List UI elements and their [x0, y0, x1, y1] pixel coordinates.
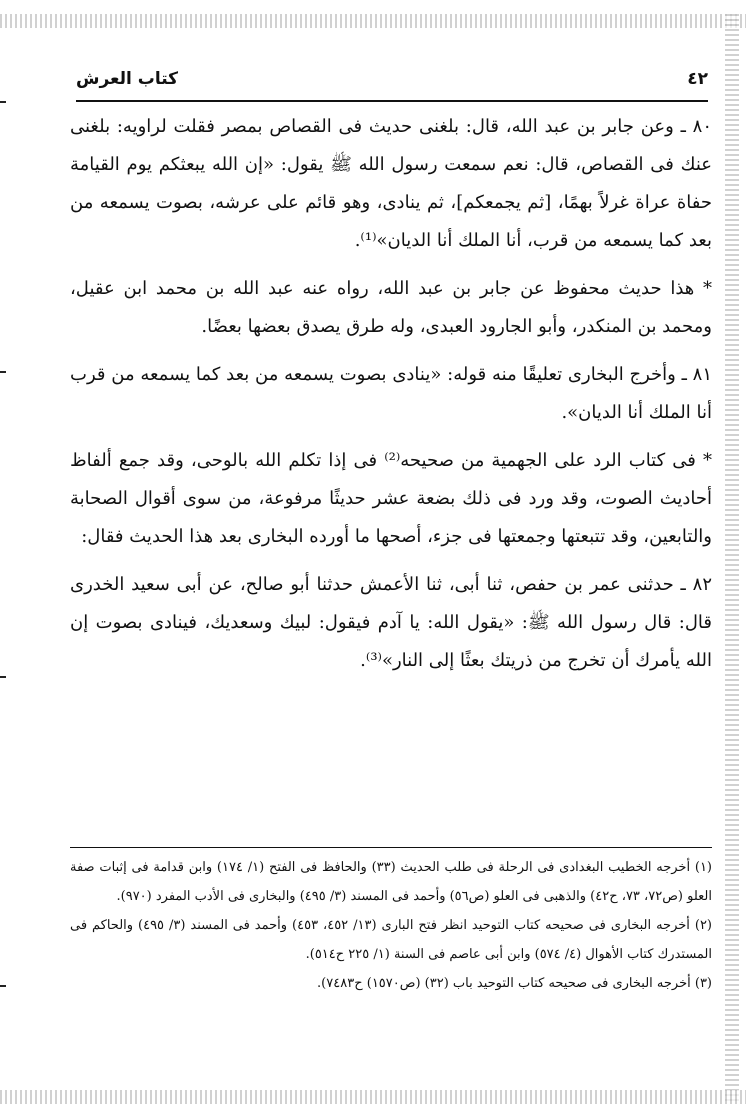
hadith-81-paragraph: ٨١ ـ وأخرج البخارى تعليقًا منه قوله: «ينادى بصوت يسمعه من بعد كما يسمعه من قرب أنا الملك أنا الديان».: [70, 364, 712, 423]
hadith-82-paragraph: ٨٢ ـ حدثنى عمر بن حفص، ثنا أبى، ثنا الأعمش حدثنا أبو صالح، عن أبى سعيد الخدرى قال: قال رسول الله ﷺ: «يقول الله: يا آدم فيقول: لبيك وسعديك، فينادى بصوت إن الله يأمرك أن تخرج من ذريتك بعثًا إلى النار»⁽³⁾.: [70, 574, 712, 671]
header-rule: [76, 100, 708, 102]
book-title: كتاب العرش: [76, 69, 179, 89]
footnote-2: (٢) أخرجه البخارى فى صحيحه كتاب التوحيد انظر فتح البارى (١٣/ ٤٥٢، ٤٥٣) وأحمد فى المسند (٣/ ٤٩٥) والحاكم فى المستدرك كتاب الأهوال (٤/ ٥٧٤) وابن أبى عاصم فى السنة (١/ ٢٢٥ ح٥١٤).: [70, 918, 712, 962]
commentary-paragraph: * فى كتاب الرد على الجهمية من صحيحه⁽²⁾ فى إذا تكلم الله بالوحى، وقد جمع ألفاظ أحاديث الصوت، وقد ورد فى ذلك بضعة عشر حديثًا مرفوعة، من سوى أقوال الصحابة والتابعين، وقد تتبعتها وجمعتها فى جزء، أصحها ما أورده البخارى بعد هذا الحديث فقال:: [70, 450, 712, 547]
footnote-rule: [70, 847, 712, 848]
scan-edge-mark: [0, 676, 6, 678]
right-ornamental-border: [725, 14, 739, 1104]
top-ornamental-border: [0, 14, 746, 28]
running-header: [76, 62, 708, 96]
scan-edge-mark: [0, 101, 6, 103]
main-text: [70, 108, 712, 690]
scan-edge-mark: [0, 371, 6, 373]
footnotes: [70, 853, 712, 998]
footnote-3: (٣) أخرجه البخارى فى صحيحه كتاب التوحيد باب (٣٢) (ص١٥٧٠) ح٧٤٨٣).: [317, 976, 712, 991]
commentary-paragraph: * هذا حديث محفوظ عن جابر بن عبد الله، رواه عنه عبد الله بن محمد ابن عقيل، ومحمد بن المنكدر، وأبو الجارود العبدى، وله طرق يصدق بعضها بعضًا.: [70, 278, 712, 337]
hadith-80-paragraph: ٨٠ ـ وعن جابر بن عبد الله، قال: بلغنى حديث فى القصاص بمصر فقلت لراويه: بلغنى عنك فى القصاص، قال: نعم سمعت رسول الله ﷺ يقول: «إن الله يبعثكم يوم القيامة حفاة عراة غرلاً بهمًا، [ثم يجمعكم]، ثم ينادى، وهو قائم على عرشه، بصوت يسمعه من بعد كما يسمعه من قرب، أنا الملك أنا الديان»⁽¹⁾.: [70, 116, 712, 251]
page-number: ٤٢: [687, 69, 708, 89]
scan-edge-mark: [0, 985, 6, 987]
footnote-1: (١) أخرجه الخطيب البغدادى فى الرحلة فى طلب الحديث (٣٣) والحافظ فى الفتح (١/ ١٧٤) وابن قدامة فى إثبات صفة العلو (ص٧٢، ٧٣، ح٤٢) والذهبى فى العلو (ص٥٦) وأحمد فى المسند (٣/ ٤٩٥) والبخارى فى الأدب المفرد (٩٧٠).: [70, 860, 712, 904]
bottom-ornamental-border: [0, 1090, 746, 1104]
